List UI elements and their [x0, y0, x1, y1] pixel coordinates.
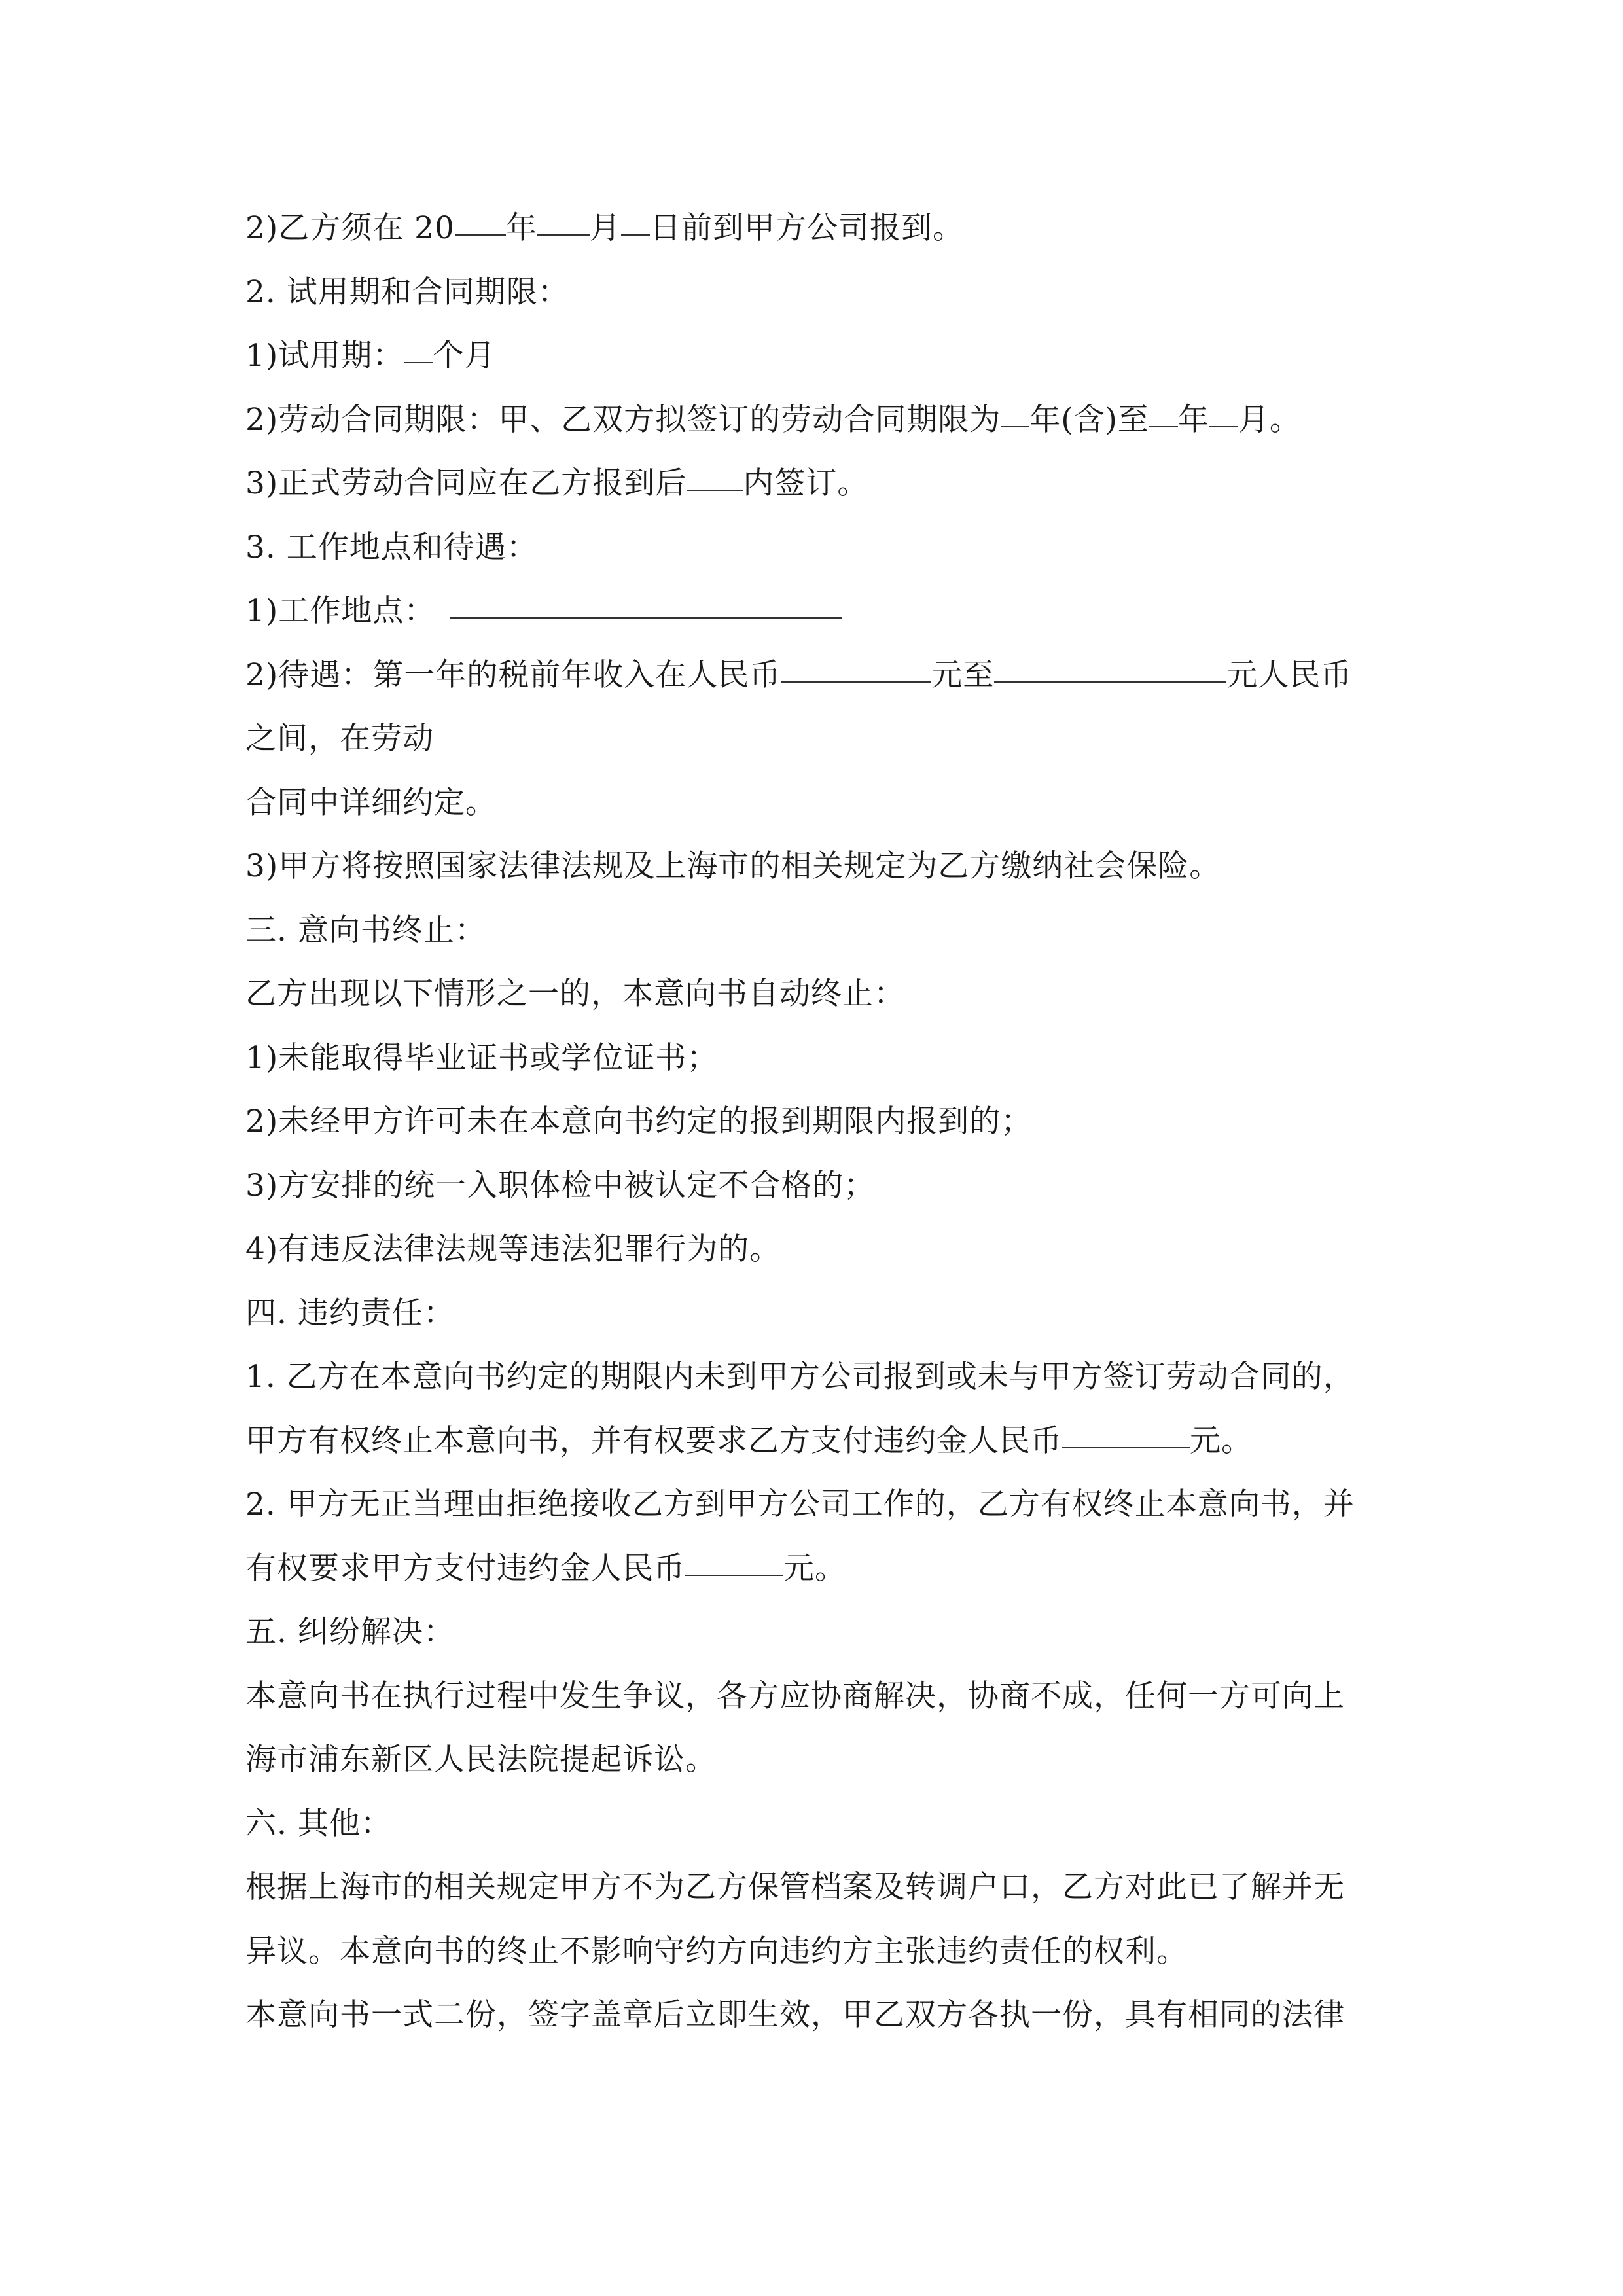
- paragraph-line: 乙方出现以下情形之一的，本意向书自动终止：: [245, 976, 905, 1012]
- list-item: 1)未能取得毕业证书或学位证书；: [245, 1039, 719, 1076]
- text: 年: [506, 210, 537, 246]
- text: 内签订。: [743, 465, 869, 501]
- blank-line: [1149, 425, 1178, 427]
- paragraph-line: 1. 乙方在本意向书约定的期限内未到甲方公司报到或未与甲方签订劳动合同的，: [245, 1359, 1355, 1395]
- text: 年(含)至: [1029, 401, 1149, 438]
- text: 2)劳动合同期限：甲、乙双方拟签订的劳动合同期限为: [245, 401, 1001, 438]
- paragraph-line: 合同中详细约定。: [245, 784, 497, 821]
- paragraph-line: 2. 甲方无正当理由拒绝接收乙方到甲方公司工作的，乙方有权终止本意向书，并: [245, 1486, 1355, 1522]
- clause-report-date: [245, 196, 1384, 260]
- text: 元。: [783, 1550, 846, 1587]
- text: 1)工作地点：: [245, 593, 436, 629]
- text: 日前到甲方公司报到。: [650, 210, 964, 246]
- text: 甲方有权终止本意向书，并有权要求乙方支付违约金人民币: [245, 1422, 1062, 1459]
- text: 2)乙方须在 20: [245, 210, 455, 246]
- blank-line: [1209, 425, 1238, 427]
- section-heading-dispute: 五. 纠纷解决：: [245, 1614, 455, 1650]
- paragraph-line: 本意向书一式二份，签字盖章后立即生效，甲乙双方各执一份，具有相同的法律: [245, 1997, 1345, 2033]
- blank-line: [994, 681, 1226, 683]
- text: 1)试用期：: [245, 338, 404, 374]
- text: 元。: [1190, 1422, 1253, 1459]
- blank-line: [450, 617, 842, 619]
- section-heading-breach: 四. 违约责任：: [245, 1295, 455, 1331]
- clause-penalty-a: [245, 1537, 1384, 1601]
- list-item: 2)未经甲方许可未在本意向书约定的报到期限内报到的；: [245, 1103, 1033, 1139]
- text: 有权要求甲方支付违约金人民币: [245, 1550, 685, 1587]
- text: 元至: [931, 656, 995, 693]
- document-body: [245, 196, 1384, 2047]
- clause-penalty-b: [245, 1409, 1384, 1473]
- blank-line: [537, 234, 590, 236]
- clause-formal-contract: [245, 452, 1384, 516]
- blank-line: [1062, 1446, 1190, 1448]
- blank-line: [687, 489, 743, 491]
- paragraph-line: 之间，在劳动: [245, 721, 434, 757]
- blank-line: [455, 234, 506, 236]
- paragraph-line: 海市浦东新区人民法院提起诉讼。: [245, 1742, 717, 1778]
- section-heading-termination: 三. 意向书终止：: [245, 912, 486, 948]
- text: 3)正式劳动合同应在乙方报到后: [245, 465, 687, 501]
- clause-contract-term: [245, 388, 1384, 452]
- paragraph-line: 本意向书在执行过程中发生争议，各方应协商解决，协商不成，任何一方可向上: [245, 1677, 1345, 1714]
- text: 元人民币: [1226, 656, 1353, 693]
- text: 月。: [1238, 401, 1301, 438]
- section-heading-probation: 2. 试用期和合同期限：: [245, 274, 569, 310]
- paragraph-line: 异议。本意向书的终止不影响守约方向违约方主张违约责任的权利。: [245, 1933, 1188, 1969]
- blank-line: [621, 234, 650, 236]
- section-heading-workplace: 3. 工作地点和待遇：: [245, 529, 538, 565]
- text: 个月: [433, 338, 496, 374]
- list-item: 4)有违反法律法规等违法犯罪行为的。: [245, 1231, 781, 1267]
- blank-line: [781, 681, 931, 683]
- clause-salary: [245, 643, 1384, 708]
- clause-social-insurance: 3)甲方将按照国家法律法规及上海市的相关规定为乙方缴纳社会保险。: [245, 848, 1221, 884]
- text: 2)待遇：第一年的税前年收入在人民币: [245, 656, 781, 693]
- list-item: 3)方安排的统一入职体检中被认定不合格的；: [245, 1167, 876, 1204]
- clause-work-location: [245, 579, 1384, 643]
- clause-probation-period: [245, 324, 1384, 388]
- blank-line: [685, 1574, 783, 1576]
- blank-line: [1001, 425, 1029, 427]
- section-heading-other: 六. 其他：: [245, 1805, 392, 1842]
- text: 年: [1177, 401, 1209, 438]
- paragraph-line: 根据上海市的相关规定甲方不为乙方保管档案及转调户口，乙方对此已了解并无: [245, 1869, 1345, 1905]
- blank-line: [404, 361, 433, 363]
- text: 月: [590, 210, 621, 246]
